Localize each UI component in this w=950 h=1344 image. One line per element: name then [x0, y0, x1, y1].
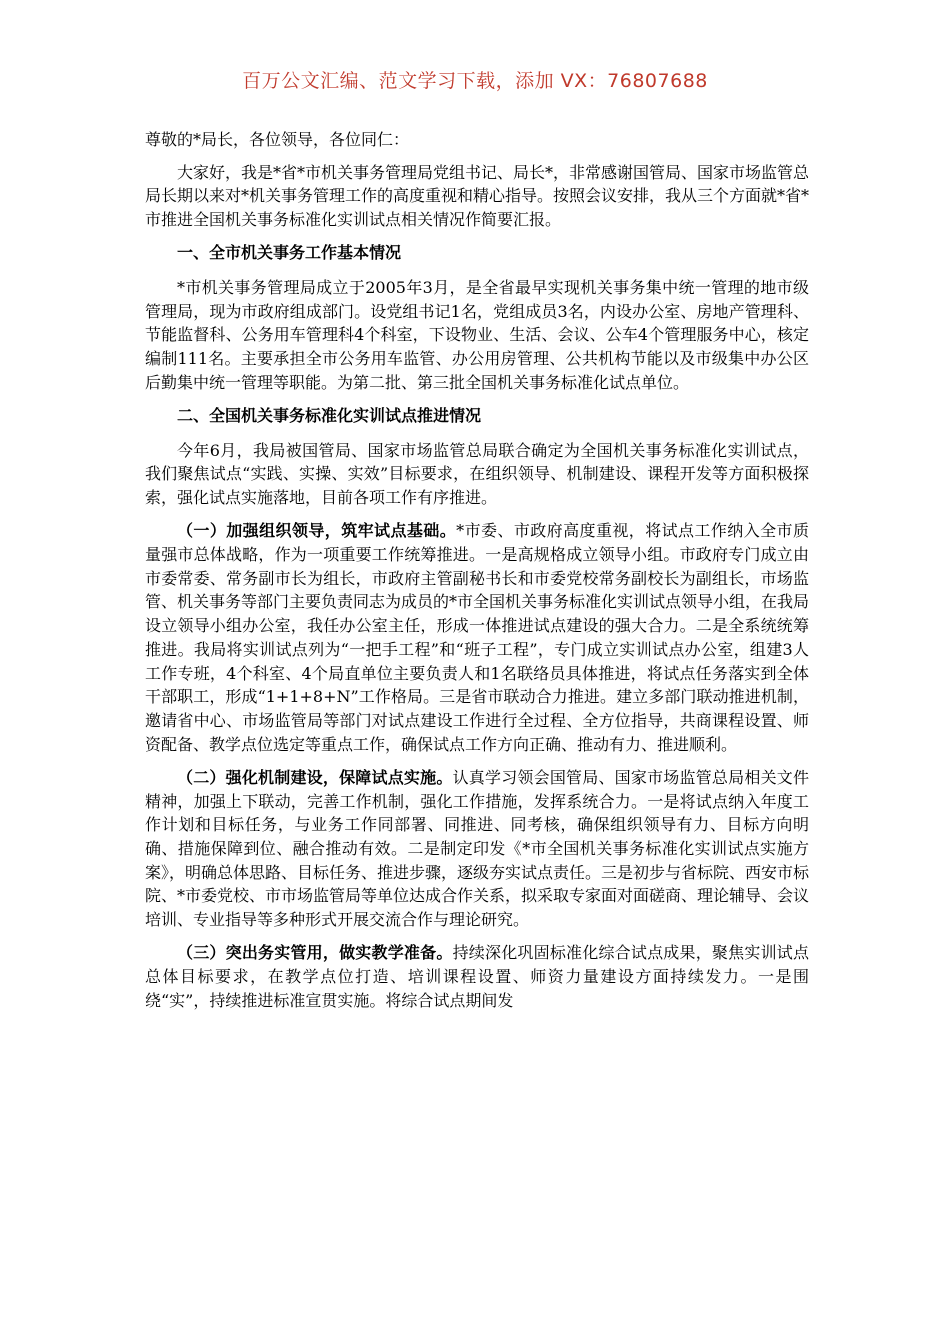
watermark-header: 百万公文汇编、范文学习下载，添加 VX：76807688 — [242, 70, 708, 92]
intro-paragraph: 大家好，我是*省*市机关事务管理局党组书记、局长*，非常感谢国管局、国家市场监管总局长期以来对*机关事务管理工作的高度重视和精心指导。按照会议安排，我从三个方面就*省*市推进全国机关事务标准化实训试点相关情况作简要汇报。 — [145, 162, 810, 230]
salutation: 尊敬的*局长，各位领导，各位同仁： — [145, 130, 410, 149]
item-1-text: *市委、市政府高度重视，将试点工作纳入全市质量强市总体战略，作为一项重要工作统筹推进。一是高规格成立领导小组。市政府专门成立由市委常委、常务副市长为组长，市政府主管副秘书长和市委党校常务副校长为副组长，市场监管、机关事务等部门主要负责同志为成员的*市全国机关事务标准化实训试点领导小组，在我局设立领导小组办公室，我任办公室主任，形成一体推进试点建设的强大合力。二是全系统统筹推进。我局将实训试点列为“一把手工程”和“班子工程”，专门成立实训试点办公室，组建3人工作专班，4个科室、4个局直单位主要负责人和1名联络员具体推进，将试点任务落实到全体干部职工，形成“1+1+8+N”工作格局。三是省市联动合力推进。建立多部门联动推进机制，邀请省中心、市场监管局等部门对试点建设工作进行全过程、全方位指导，共商课程设置、师资配备、教学点位选定等重点工作，确保试点工作方向正确、推动有力、推进顺利。 — [145, 521, 810, 754]
document-body — [145, 128, 809, 1022]
section-2-item-1 — [145, 519, 809, 756]
section-1-heading: 一、全市机关事务工作基本情况 — [177, 243, 402, 263]
item-1-lead: （一）加强组织领导，筑牢试点基础。 — [177, 521, 457, 541]
section-2-item-2 — [145, 766, 809, 932]
section-2-heading: 二、全国机关事务标准化实训试点推进情况 — [177, 406, 482, 426]
item-3-lead: （三）突出务实管用，做实教学准备。 — [177, 943, 453, 963]
item-2-lead: （二）强化机制建设，保障试点实施。 — [177, 767, 453, 787]
section-2-item-3 — [145, 941, 809, 1012]
item-2-text: 认真学习领会国管局、国家市场监管总局相关文件精神，加强上下联动，完善工作机制，强化工作措施，发挥系统合力。一是将试点纳入年度工作计划和目标任务，与业务工作同部署、同推进、同考核，确保组织领导有力、目标方向明确、措施保障到位、融合推动有效。二是制定印发《*市全国机关事务标准化实训试点实施方案》，明确总体思路、目标任务、推进步骤，逐级夯实试点责任。三是初步与省标院、西安市标院、*市委党校、市市场监管局等单位达成合作关系，拟采取专家面对面磋商、理论辅导、会议培训、专业指导等多种形式开展交流合作与理论研究。 — [145, 767, 810, 930]
section-1-paragraph: *市机关事务管理局成立于2005年3月，是全省最早实现机关事务集中统一管理的地市级管理局，现为市政府组成部门。设党组书记1名，党组成员3名，内设办公室、房地产管理科、节能监督科、公务用车管理科4个科室，下设物业、生活、会议、公车4个管理服务中心，核定编制111名。主要承担全市公务用车监管、办公用房管理、公共机构节能以及市级集中办公区后勤集中统一管理等职能。为第二批、第三批全国机关事务标准化试点单位。 — [145, 278, 809, 392]
section-2-paragraph: 今年6月，我局被国管局、国家市场监管总局联合确定为全国机关事务标准化实训试点，我们聚焦试点“实践、实操、实效”目标要求，在组织领导、机制建设、课程开发等方面积极探索，强化试点实施落地，目前各项工作有序推进。 — [145, 440, 809, 508]
item-3-text: 持续深化巩固标准化综合试点成果，聚焦实训试点总体目标要求，在教学点位打造、培训课程设置、师资力量建设方面持续发力。一是围绕“实”，持续推进标准宣贯实施。将综合试点期间发 — [145, 943, 809, 1010]
